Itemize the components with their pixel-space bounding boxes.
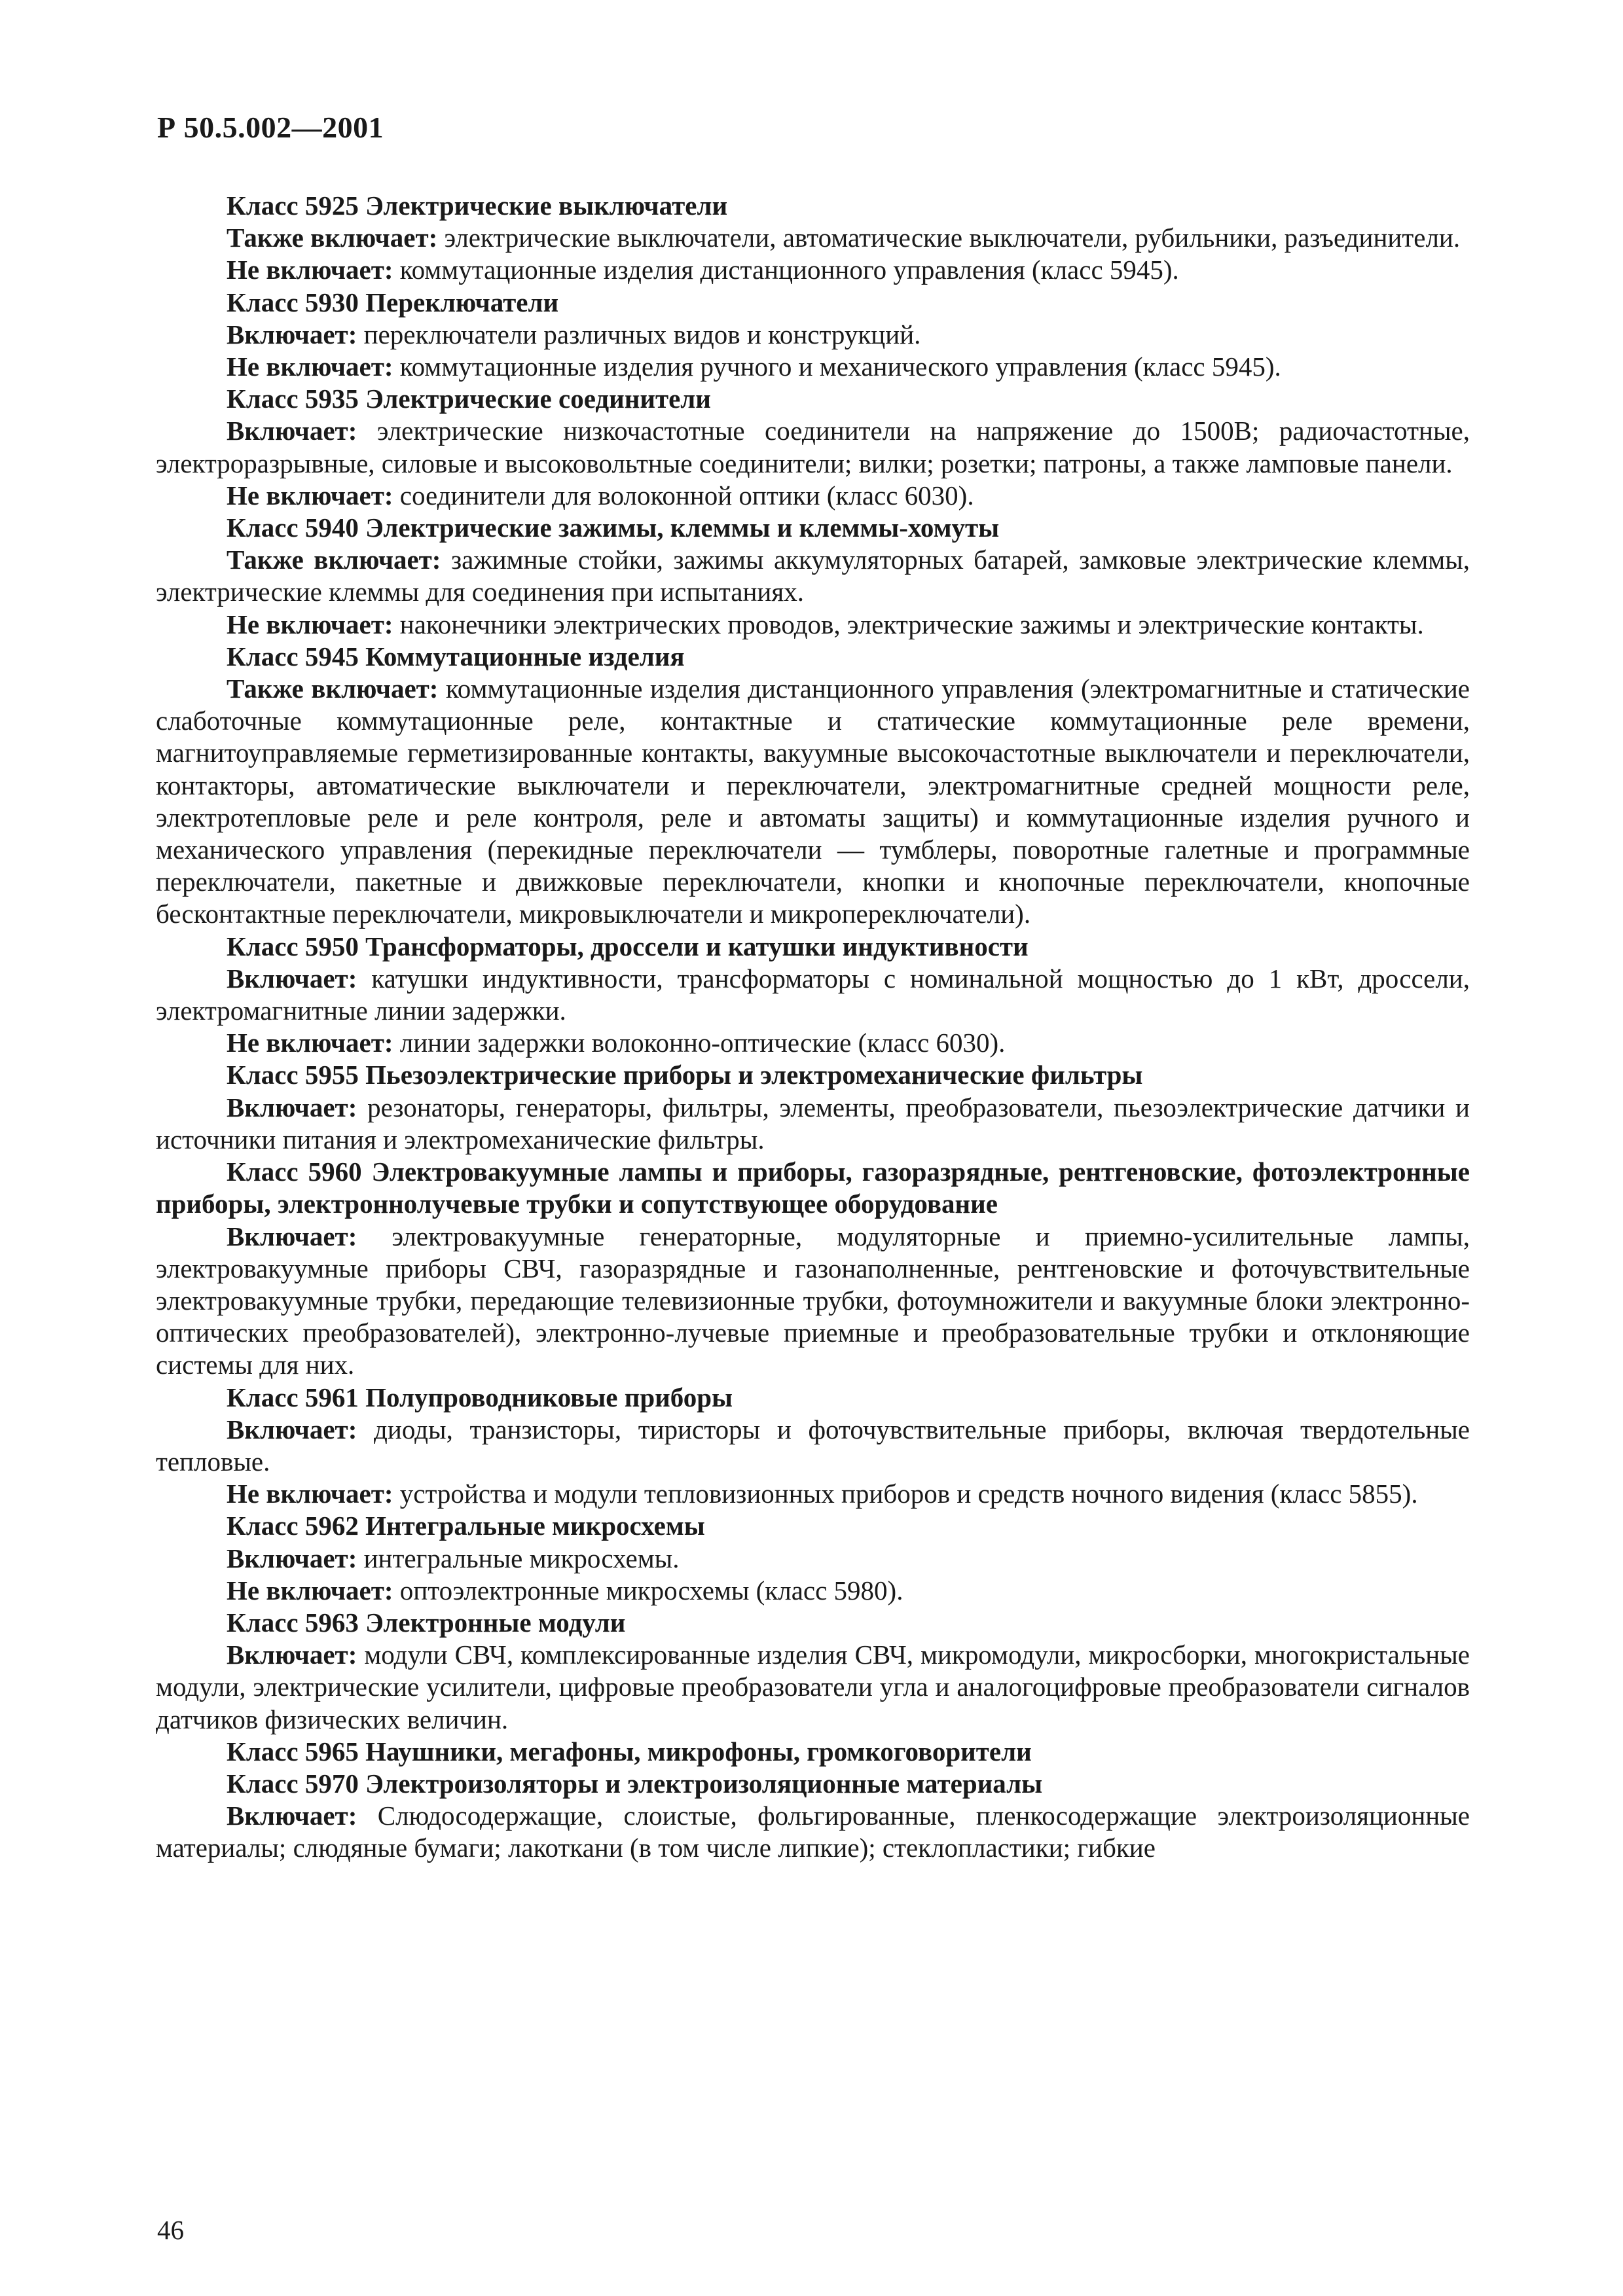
class-5925-title: Класс 5925 Электрические выключатели <box>227 190 728 221</box>
para-text: Слюдосодержащие, слоистые, фольгированные, пленкосодержащие электроизоляционные материалы; слюдяные бумаги; лакоткани (в том числе липкие); стеклопластики; гибкие <box>156 1801 1470 1863</box>
para-text: переключатели различных видов и конструкций. <box>357 319 921 350</box>
para-label: Не включает: <box>227 1479 393 1509</box>
para-label: Не включает: <box>227 609 393 639</box>
para-text: диоды, транзисторы, тиристоры и фоточувствительные приборы, включая твердотельные тепловые. <box>156 1414 1470 1477</box>
para-label: Также включает: <box>227 545 441 575</box>
class-5930-includes <box>156 319 1470 351</box>
para-label: Не включает: <box>227 351 393 382</box>
class-5955-includes <box>156 1092 1470 1156</box>
class-5950-includes <box>156 963 1470 1027</box>
document-body <box>156 190 1470 1865</box>
para-text: коммутационные изделия ручного и механического управления (класс 5945). <box>393 351 1281 382</box>
class-5965-title: Класс 5965 Наушники, мегафоны, микрофоны, громкоговорители <box>227 1736 1032 1767</box>
para-label: Включает: <box>227 1543 357 1573</box>
para-text: оптоэлектронные микросхемы (класс 5980). <box>393 1575 903 1605</box>
class-5970-includes <box>156 1800 1470 1864</box>
class-5925-also-includes <box>156 222 1470 254</box>
class-5940-title: Класс 5940 Электрические зажимы, клеммы и клеммы-хомуты <box>227 512 1000 543</box>
para-text: зажимные стойки, зажимы аккумуляторных батарей, замковые электрические клеммы, электрические клеммы для соединения при испытаниях. <box>156 545 1470 607</box>
class-5962-includes <box>156 1543 1470 1575</box>
class-5930-title: Класс 5930 Переключатели <box>227 287 559 317</box>
class-5961-excludes <box>156 1478 1470 1510</box>
class-5950-title: Класс 5950 Трансформаторы, дроссели и катушки индуктивности <box>227 931 1029 961</box>
para-text: коммутационные изделия дистанционного управления (класс 5945). <box>393 255 1179 285</box>
class-5963-title: Класс 5963 Электронные модули <box>227 1607 626 1638</box>
class-5935-includes <box>156 415 1470 479</box>
class-5935-excludes <box>156 480 1470 512</box>
class-5925-excludes <box>156 254 1470 286</box>
para-text: модули СВЧ, комплексированные изделия СВЧ, микромодули, микросборки, многокристальные модули, электрические усилители, цифровые преобразователи угла и аналогоцифровые преобразователи сигналов датчиков физических величин. <box>156 1640 1470 1734</box>
para-label: Также включает: <box>227 673 439 704</box>
para-label: Включает: <box>227 416 357 446</box>
class-5955-title: Класс 5955 Пьезоэлектрические приборы и электромеханические фильтры <box>227 1060 1143 1090</box>
class-5940-also-includes <box>156 544 1470 608</box>
class-5962-excludes <box>156 1575 1470 1607</box>
para-label: Также включает: <box>227 223 438 253</box>
para-label: Включает: <box>227 1221 357 1251</box>
class-5935-title: Класс 5935 Электрические соединители <box>227 384 711 414</box>
para-label: Включает: <box>227 319 357 350</box>
class-5960-title: Класс 5960 Электровакуумные лампы и приборы, газоразрядные, рентгеновские, фотоэлектронные приборы, электроннолучевые трубки и сопутствующее оборудование <box>156 1157 1470 1219</box>
para-label: Включает: <box>227 1414 357 1444</box>
class-5960-includes <box>156 1221 1470 1382</box>
para-text: катушки индуктивности, трансформаторы с номинальной мощностью до 1 кВт, дроссели, электромагнитные линии задержки. <box>156 963 1470 1026</box>
page-number: 46 <box>157 2215 184 2245</box>
para-label: Включает: <box>227 1092 357 1122</box>
class-5961-title: Класс 5961 Полупроводниковые приборы <box>227 1382 733 1412</box>
para-text: электрические низкочастотные соединители на напряжение до 1500В; радиочастотные, электроразрывные, силовые и высоковольтные соединители; вилки; розетки; патроны, а также ламповые панели. <box>156 416 1470 478</box>
para-label: Не включает: <box>227 255 393 285</box>
class-5961-includes <box>156 1414 1470 1478</box>
para-text: электрические выключатели, автоматические выключатели, рубильники, разъединители. <box>437 223 1461 253</box>
para-text: линии задержки волоконно-оптические (класс 6030). <box>393 1028 1006 1058</box>
class-5945-also-includes <box>156 673 1470 931</box>
class-5962-title: Класс 5962 Интегральные микросхемы <box>227 1511 705 1541</box>
para-text: электровакуумные генераторные, модуляторные и приемно-усилительные лампы, электровакуумные приборы СВЧ, газоразрядные и газонаполненные, рентгеновские и фоточувствительные электровакуумные трубки, передающие телевизионные трубки, фотоумножители и вакуумные блоки электронно-оптических преобразователей), электронно-лучевые приемные и преобразовательные трубки и отклоняющие системы для них. <box>156 1221 1470 1380</box>
para-text: наконечники электрических проводов, электрические зажимы и электрические контакты. <box>393 609 1424 639</box>
para-label: Включает: <box>227 1801 357 1831</box>
para-label: Не включает: <box>227 480 393 511</box>
class-5945-title: Класс 5945 Коммутационные изделия <box>227 641 685 672</box>
class-5970-title: Класс 5970 Электроизоляторы и электроизоляционные материалы <box>227 1768 1043 1799</box>
class-5963-includes <box>156 1639 1470 1736</box>
para-text: коммутационные изделия дистанционного управления (электромагнитные и статические слаботочные коммутационные реле, контактные и статические коммутационные реле времени, магнитоуправляемые герметизированные контакты, вакуумные высокочастотные выключатели и переключатели, контакторы, автоматические выключатели и переключатели, электромагнитные средней мощности реле, электротепловые реле и реле контроля, реле и автоматы защиты) и коммутационные изделия ручного и механического управления (перекидные переключатели — тумблеры, поворотные галетные и программные переключатели, пакетные и движковые переключатели, кнопки и кнопочные переключатели, кнопочные бесконтактные переключатели, микровыключатели и микропереключатели). <box>156 673 1470 929</box>
para-text: соединители для волоконной оптики (класс 6030). <box>393 480 974 511</box>
document-header: Р 50.5.002—2001 <box>157 111 384 144</box>
para-label: Не включает: <box>227 1028 393 1058</box>
para-text: устройства и модули тепловизионных приборов и средств ночного видения (класс 5855). <box>393 1479 1418 1509</box>
para-text: резонаторы, генераторы, фильтры, элементы, преобразователи, пьезоэлектрические датчики и источники питания и электромеханические фильтры. <box>156 1092 1470 1155</box>
class-5950-excludes <box>156 1027 1470 1059</box>
class-5930-excludes <box>156 351 1470 383</box>
para-label: Включает: <box>227 1640 357 1670</box>
para-label: Включает: <box>227 963 357 994</box>
para-label: Не включает: <box>227 1575 393 1605</box>
class-5940-excludes <box>156 609 1470 641</box>
para-text: интегральные микросхемы. <box>357 1543 680 1573</box>
